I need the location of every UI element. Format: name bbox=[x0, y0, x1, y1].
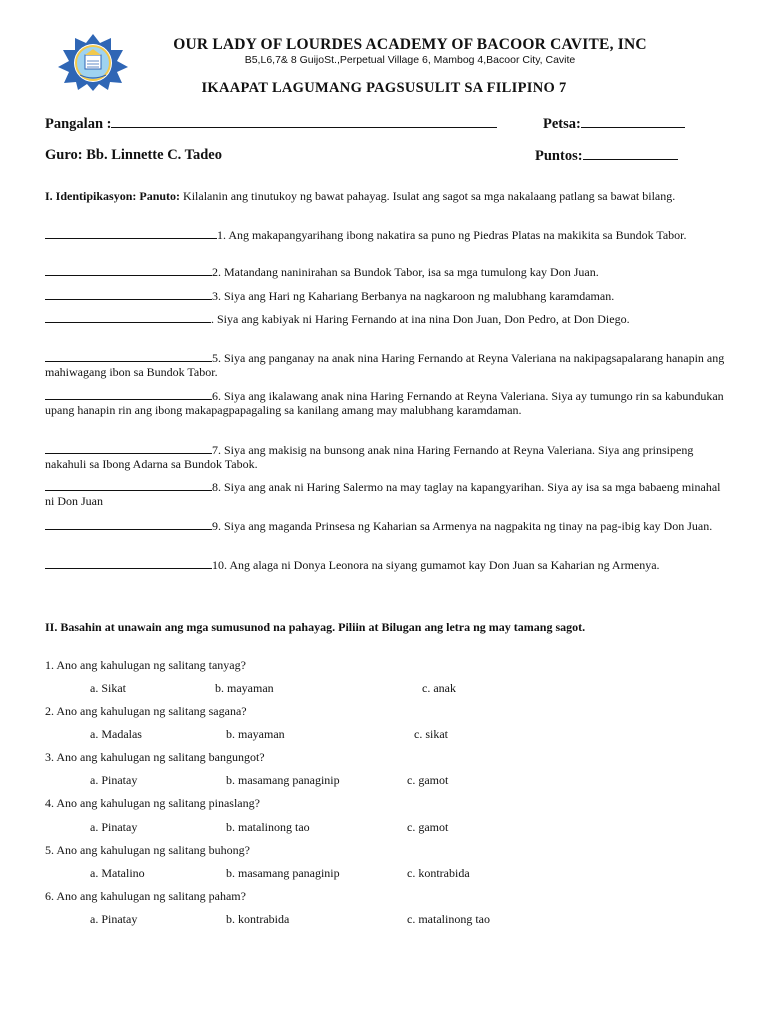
question-text: 1. Ano ang kahulugan ng salitang tanyag? bbox=[45, 658, 246, 672]
choice-row bbox=[45, 866, 725, 880]
school-name: OUR LADY OF LOURDES ACADEMY OF BACOOR CAVITE, INC bbox=[173, 36, 647, 53]
list-item bbox=[45, 480, 725, 508]
choice-a[interactable]: a. Pinatay bbox=[90, 912, 138, 926]
choice-c[interactable]: c. sikat bbox=[414, 727, 448, 741]
list-item bbox=[45, 265, 725, 279]
answer-blank[interactable] bbox=[45, 312, 211, 323]
list-item bbox=[45, 351, 725, 379]
choice-row bbox=[45, 681, 725, 695]
question-text: 2. Ano ang kahulugan ng salitang sagana? bbox=[45, 704, 247, 718]
item-text: 5. Siya ang panganay na anak nina Haring Fernando at Reyna Valeriana na nakipagsapalarang hanapin ang mahiwagang ibon sa Bundok Tabor. bbox=[45, 351, 725, 379]
teacher-label: Guro: Bb. Linnette C. Tadeo bbox=[45, 147, 222, 163]
item-text: 3. Siya ang Hari ng Kahariang Berbanya na nagkaroon ng malubhang karamdaman. bbox=[212, 289, 615, 303]
answer-blank[interactable] bbox=[45, 289, 212, 300]
part1-instructions bbox=[45, 189, 725, 203]
choice-c[interactable]: c. anak bbox=[422, 681, 456, 695]
list-item bbox=[45, 558, 725, 572]
choice-row bbox=[45, 820, 725, 834]
date-row bbox=[543, 115, 685, 133]
question-text: 3. Ano ang kahulugan ng salitang bangungot? bbox=[45, 750, 265, 764]
name-label: Pangalan : bbox=[45, 116, 112, 132]
school-address: B5,L6,7& 8 GuijoSt.,Perpetual Village 6, Mambog 4,Bacoor City, Cavite bbox=[244, 54, 576, 66]
choice-a[interactable]: a. Madalas bbox=[90, 727, 142, 741]
date-field[interactable] bbox=[581, 115, 685, 128]
choice-row bbox=[45, 773, 725, 787]
item-text: 10. Ang alaga ni Donya Leonora na siyang gumamot kay Don Juan sa Kaharian ng Armenya. bbox=[212, 558, 660, 572]
exam-title: IKAAPAT LAGUMANG PAGSUSULIT SA FILIPINO 7 bbox=[201, 80, 567, 96]
answer-blank[interactable] bbox=[45, 265, 212, 276]
item-text: 8. Siya ang anak ni Haring Salermo na may taglay na kapangyarihan. Siya ay isa sa mga babaeng minahal ni Don Juan bbox=[45, 480, 721, 508]
item-text: 6. Siya ang ikalawang anak nina Haring Fernando at Reyna Valeriana. Siya ay tumungo rin sa kabundukan upang hanapin rin ang ibong makapagpapagaling sa kanilang amang may malubhang karamdaman. bbox=[45, 389, 724, 417]
item-text: 2. Matandang naninirahan sa Bundok Tabor, isa sa mga tumulong kay Don Juan. bbox=[212, 265, 599, 279]
item-text: 9. Siya ang maganda Prinsesa ng Kaharian sa Armenya na nagpakita ng tinay na pag-ibig kay Don Juan. bbox=[212, 519, 713, 533]
choice-b[interactable]: b. mayaman bbox=[226, 727, 285, 741]
answer-blank[interactable] bbox=[45, 228, 217, 239]
part1-instruction-text: Kilalanin ang tinutukoy ng bawat pahayag. Isulat ang sagot sa mga nakalaang patlang sa bawat bilang. bbox=[180, 189, 676, 203]
list-item bbox=[45, 228, 725, 242]
date-label: Petsa: bbox=[543, 116, 581, 132]
score-field[interactable] bbox=[583, 147, 678, 160]
answer-blank[interactable] bbox=[45, 519, 212, 530]
choice-row bbox=[45, 727, 725, 741]
score-row bbox=[535, 147, 678, 165]
choice-a[interactable]: a. Pinatay bbox=[90, 773, 138, 787]
choice-c[interactable]: c. gamot bbox=[407, 773, 449, 787]
question-text: 6. Ano ang kahulugan ng salitang paham? bbox=[45, 889, 246, 903]
list-item bbox=[45, 312, 725, 326]
answer-blank[interactable] bbox=[45, 443, 212, 454]
list-item bbox=[45, 443, 725, 471]
part2-title: II. Basahin at unawain ang mga sumusunod na pahayag. Piliin at Bilugan ang letra ng may tamang sagot. bbox=[45, 620, 586, 634]
choice-c[interactable]: c. kontrabida bbox=[407, 866, 470, 880]
list-item bbox=[45, 389, 725, 417]
score-label: Puntos: bbox=[535, 148, 583, 164]
part2-instructions bbox=[45, 620, 725, 634]
part1-title: I. Identipikasyon: Panuto: bbox=[45, 189, 181, 203]
item-text: 7. Siya ang makisig na bunsong anak nina Haring Fernando at Reyna Valeriana. Siya ang prinsipeng nakahuli sa Ibong Adarna sa Bundok Tabok. bbox=[45, 443, 694, 471]
choice-a[interactable]: a. Matalino bbox=[90, 866, 145, 880]
choice-b[interactable]: b. masamang panaginip bbox=[226, 866, 340, 880]
list-item bbox=[45, 289, 725, 303]
question-text: 4. Ano ang kahulugan ng salitang pinaslang? bbox=[45, 796, 260, 810]
choice-b[interactable]: b. masamang panaginip bbox=[226, 773, 340, 787]
item-text: . Siya ang kabiyak ni Haring Fernando at ina nina Don Juan, Don Pedro, at Don Diego. bbox=[211, 312, 630, 326]
answer-blank[interactable] bbox=[45, 558, 212, 569]
choice-b[interactable]: b. kontrabida bbox=[226, 912, 290, 926]
choice-a[interactable]: a. Pinatay bbox=[90, 820, 138, 834]
answer-blank[interactable] bbox=[45, 480, 212, 491]
question-text: 5. Ano ang kahulugan ng salitang buhong? bbox=[45, 843, 250, 857]
item-text: 1. Ang makapangyarihang ibong nakatira sa puno ng Piedras Platas na makikita sa Bundok Tabor. bbox=[217, 228, 687, 242]
choice-a[interactable]: a. Sikat bbox=[90, 681, 126, 695]
choice-b[interactable]: b. mayaman bbox=[215, 681, 274, 695]
teacher-row bbox=[45, 147, 222, 164]
answer-blank[interactable] bbox=[45, 389, 212, 400]
name-row bbox=[45, 115, 497, 133]
name-field[interactable] bbox=[111, 115, 497, 128]
answer-blank[interactable] bbox=[45, 351, 212, 362]
choice-b[interactable]: b. matalinong tao bbox=[226, 820, 310, 834]
choice-row bbox=[45, 912, 725, 926]
choice-c[interactable]: c. gamot bbox=[407, 820, 449, 834]
choice-c[interactable]: c. matalinong tao bbox=[407, 912, 490, 926]
list-item bbox=[45, 519, 725, 533]
